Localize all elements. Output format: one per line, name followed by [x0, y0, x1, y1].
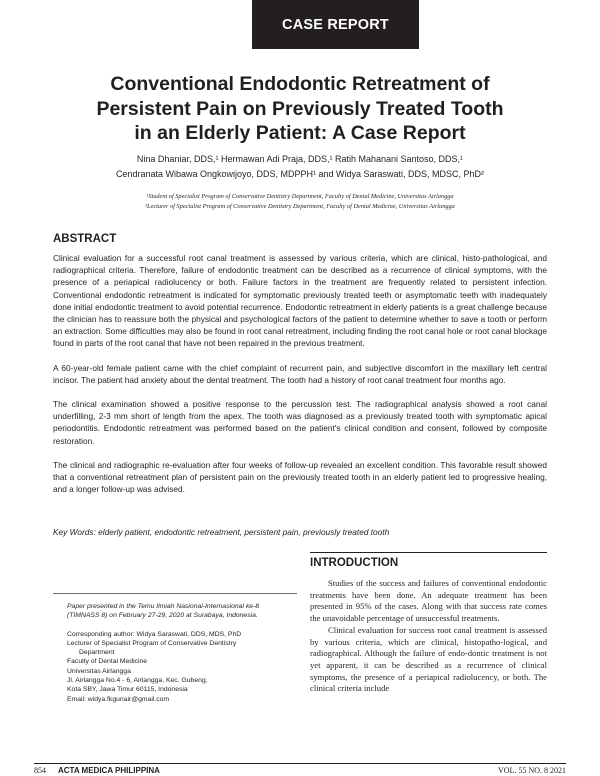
footnote-line: Jl. Airlangga No.4 - 6, Airlangga, Kec. Gubeng, [67, 677, 208, 685]
author-line: Cendranata Wibawa Ongkowijoyo, DDS, MDPPH¹ and Widya Saraswati, DDS, MDSC, PhD² [115, 169, 485, 179]
author-line: Nina Dhaniar, DDS,¹ Hermawan Adi Praja, DDS,¹ Ratih Mahanani Santoso, DDS,¹ [136, 154, 464, 164]
page-number: 854 [34, 766, 46, 775]
intro-divider [310, 552, 547, 553]
abstract-paragraph: Clinical evaluation for a successful root canal treatment is assessed by various criteria, which are clinical, histo-pathological, and radiographical criteria. Therefore, failure of endodontic treatment can be described as a recurrence of clinical symptoms, with the presence of a periapical radiolucency or both. Failure factors in the treatment are frequently related to persistent infection. Conventional endodontic retreatment is indicated for symptomatic previously treated teeth or asymptomatic teeth with inadequately done initial endodontic treatment to avoid potential recurrence. Endodontic retreatment in elderly patients is a great challenge because the clinician has to reassure both the physical and psychological factors of the patient to determine whether to save a tooth or perform an extraction. Some difficulties may also be found in root canal retreatment, including finding the root canal hole or root canal blockage found in parts of the root canal that have not been repaired in the previous treatment. [53, 253, 547, 349]
footnote-divider [53, 593, 297, 594]
abstract-paragraph: A 60-year-old female patient came with the chief complaint of recurrent pain, and subjective discomfort in the maxillary left central incisor. The patient had anxiety about the dental treatment. The tooth had a history of root canal treatment four months ago. [53, 362, 547, 385]
keywords: Key Words: elderly patient, endodontic retreatment, persistent pain, previously treated tooth [53, 527, 390, 537]
footnote-email[interactable]: Email: widya.fkgunair@gmail.com [67, 695, 170, 703]
article-title [40, 72, 560, 146]
footnote-line: Kota SBY, Jawa Timur 60115, Indonesia [67, 686, 188, 694]
journal-name: ACTA MEDICA PHILIPPINA [58, 766, 160, 775]
footnote-line: Lecturer of Specialist Program of Conservative Dentistry [67, 639, 237, 647]
footnote-line: Universitas Airlangga [67, 667, 131, 675]
author-list [40, 152, 560, 182]
footnote-line: Corresponding author: Widya Saraswati, DDS, MDS, PhD [67, 630, 242, 638]
introduction-paragraph: Studies of the success and failures of conventional endodontic treatments have been done. An adequate treatment has been presented in 95% of the cases. Along with that success rate comes the unavoidable percentage of unsuccessful treatments. [310, 578, 547, 624]
section-banner-label: CASE REPORT [282, 16, 389, 33]
title-line: Persistent Pain on Previously Treated Tooth [96, 97, 504, 120]
abstract-heading: ABSTRACT [53, 233, 117, 245]
title-line: Conventional Endodontic Retreatment of [110, 73, 490, 95]
footnote [67, 602, 293, 704]
presented-note: Paper presented in the Temu Ilmiah Nasional-Internasional ke-8 (TIMNASS 8) on February 27-29, 2020 at Surabaya, Indonesia. [67, 603, 260, 620]
affiliation-list [40, 192, 560, 211]
affiliation-line: ¹Student of Specialist Program of Conservative Dentistry Department, Faculty of Dental Medicine, Universitas Airlangga [146, 193, 454, 200]
footnote-line: Faculty of Dental Medicine [67, 658, 148, 666]
footnote-line: Department [79, 649, 115, 657]
abstract-paragraph: The clinical examination showed a positive response to the percussion test. The radiographical analysis showed a root canal underfilling, 2-3 mm short of length from the apex. The tooth was diagnosed as a previously treated tooth with symptomatic apical periodontitis. Endodontic retreatment was performed based on the patient's clinical condition and consent, followed by composite restoration. [53, 399, 547, 446]
title-line: in an Elderly Patient: A Case Report [134, 122, 466, 144]
volume-info: VOL. 55 NO. 8 2021 [498, 766, 566, 775]
section-banner [252, 0, 419, 49]
affiliation-line: ²Lecturer of Specialist Program of Conservative Dentistry Department, Faculty of Dental Medicine, Universitas Airlangga [145, 202, 455, 210]
abstract-body [53, 252, 547, 507]
footer-divider [34, 763, 566, 764]
introduction-heading: INTRODUCTION [310, 557, 399, 569]
introduction-paragraph: Clinical evaluation for success root canal treatment is assessed by various criteria, which are clinical, histopatho-logical, and radiographical. Although the failure of endo-dontic treatment is not yet apparent, it can be described as a recurrence of clinical symptoms, the presence of a periapical radiolucency, or both. The clinical criteria include [310, 624, 547, 694]
abstract-paragraph: The clinical and radiographic re-evaluation after four weeks of follow-up revealed an excellent condition. This favorable result showed that a conventional retreatment plan of persistent pain on the previously treated tooth in an elderly patient led to progressive healing, and a longer follow-up was advised. [53, 459, 547, 495]
introduction-body [310, 578, 547, 695]
